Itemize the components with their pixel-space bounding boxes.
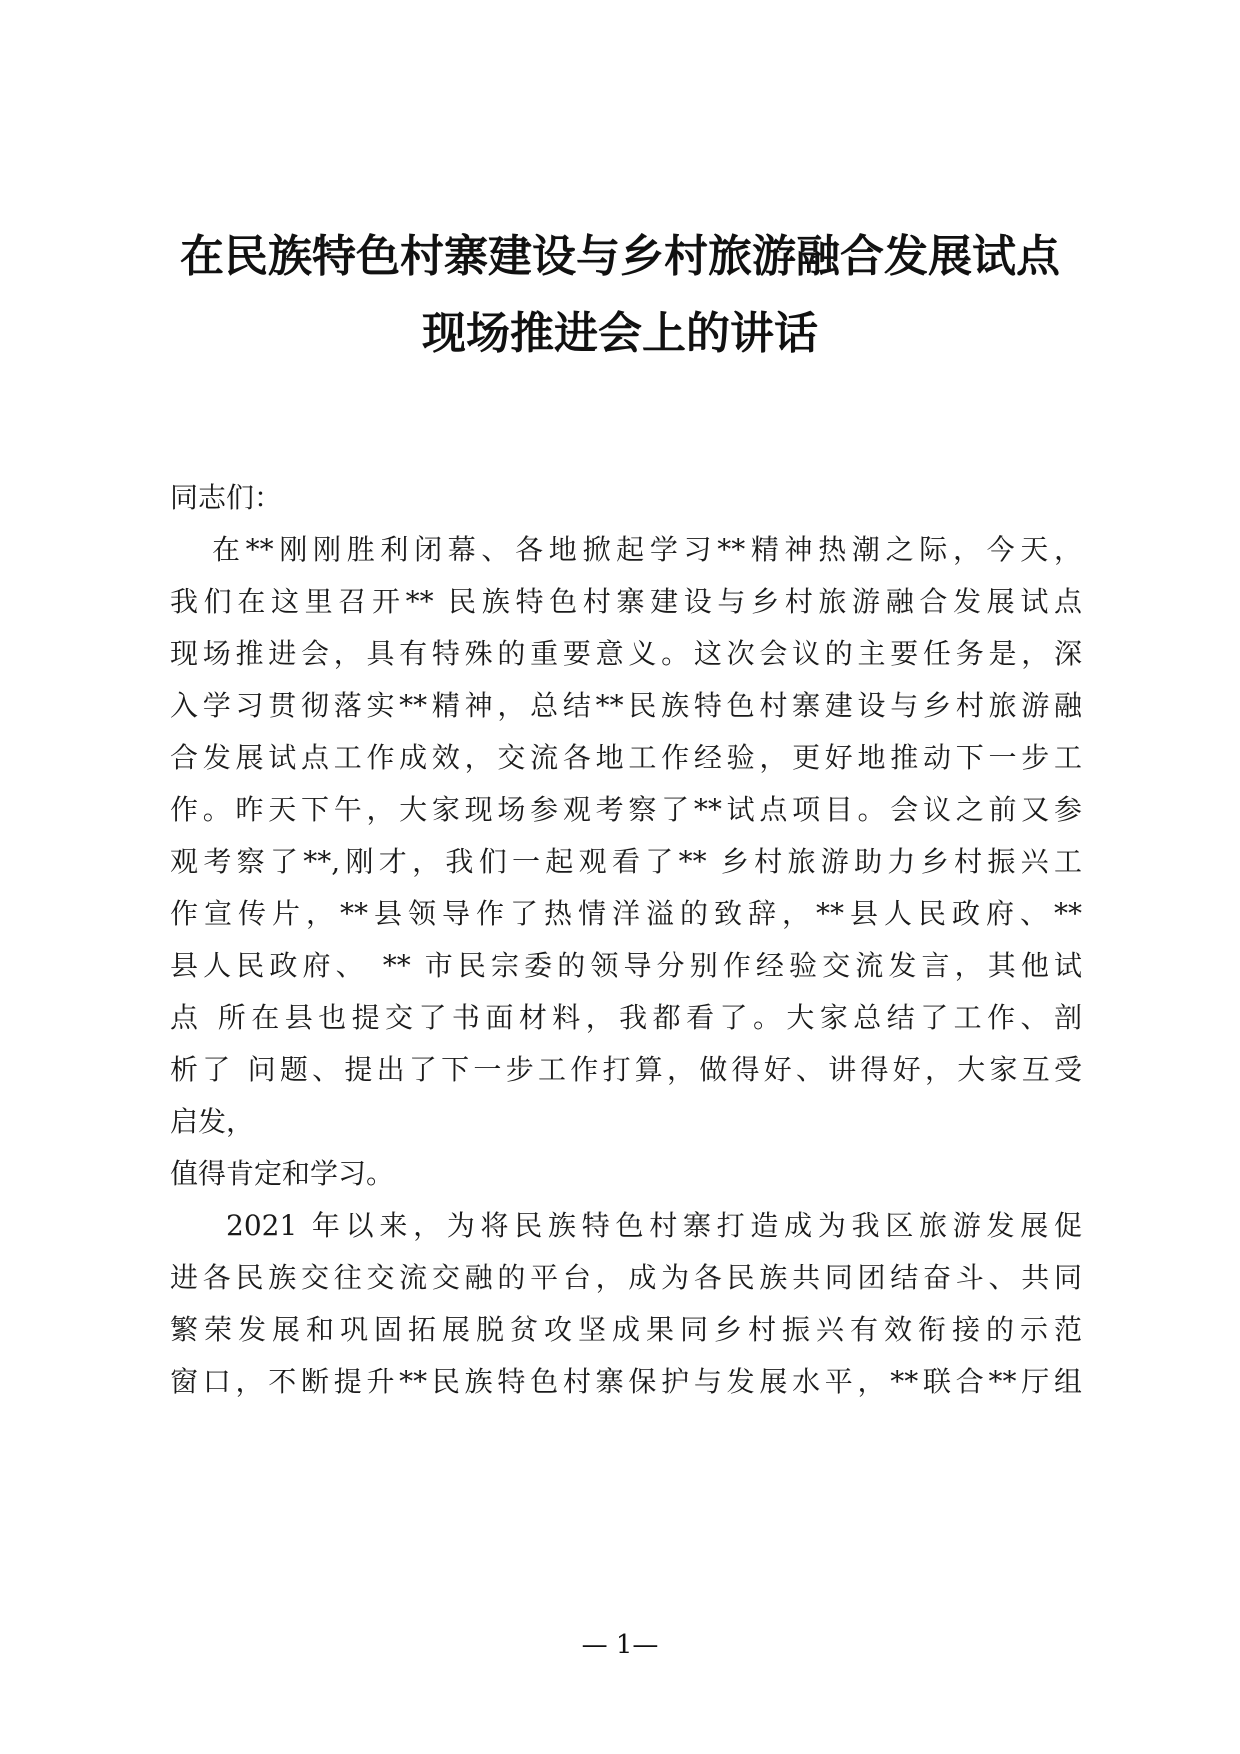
salutation: 同志们：	[170, 481, 283, 514]
body-line: 点 所在县也提交了书面材料，我都看了。大家总结了工作、剖	[170, 1001, 1082, 1034]
body-line: 值得肯定和学习。	[170, 1157, 395, 1190]
body-line: 作。昨天下午，大家现场参观考察了**试点项目。会议之前又参	[170, 793, 1082, 826]
body-line: 窗口，不断提升**民族特色村寨保护与发展水平，**联合**厅组	[170, 1365, 1082, 1398]
body-line: 2021 年以来，为将民族特色村寨打造成为我区旅游发展促	[226, 1209, 1082, 1242]
body-line: 繁荣发展和巩固拓展脱贫攻坚成果同乡村振兴有效衔接的示范	[170, 1313, 1082, 1346]
body-line: 析了 问题、提出了下一步工作打算，做得好、讲得好，大家互受	[170, 1053, 1082, 1086]
body-line: 县人民政府、 ** 市民宗委的领导分别作经验交流发言，其他试	[170, 949, 1082, 982]
body-line: 现场推进会，具有特殊的重要意义。这次会议的主要任务是，深	[170, 637, 1082, 670]
body-line: 合发展试点工作成效，交流各地工作经验，更好地推动下一步工	[170, 741, 1082, 774]
document-title-line-1: 在民族特色村寨建设与乡村旅游融合发展试点	[180, 231, 1060, 282]
page-number: — 1—	[581, 1630, 659, 1660]
document-title-line-2: 现场推进会上的讲话	[422, 308, 818, 359]
body-line: 作宣传片，**县领导作了热情洋溢的致辞，**县人民政府、**	[170, 897, 1082, 930]
body-line: 启发，	[170, 1105, 255, 1138]
body-line: 观考察了**,刚才，我们一起观看了** 乡村旅游助力乡村振兴工	[170, 845, 1082, 878]
body-line: 我们在这里召开** 民族特色村寨建设与乡村旅游融合发展试点	[170, 585, 1082, 618]
body-line: 进各民族交往交流交融的平台，成为各民族共同团结奋斗、共同	[170, 1261, 1082, 1294]
body-line: 在**刚刚胜利闭幕、各地掀起学习**精神热潮之际，今天，	[212, 533, 1082, 566]
body-line: 入学习贯彻落实**精神，总结**民族特色村寨建设与乡村旅游融	[170, 689, 1082, 722]
